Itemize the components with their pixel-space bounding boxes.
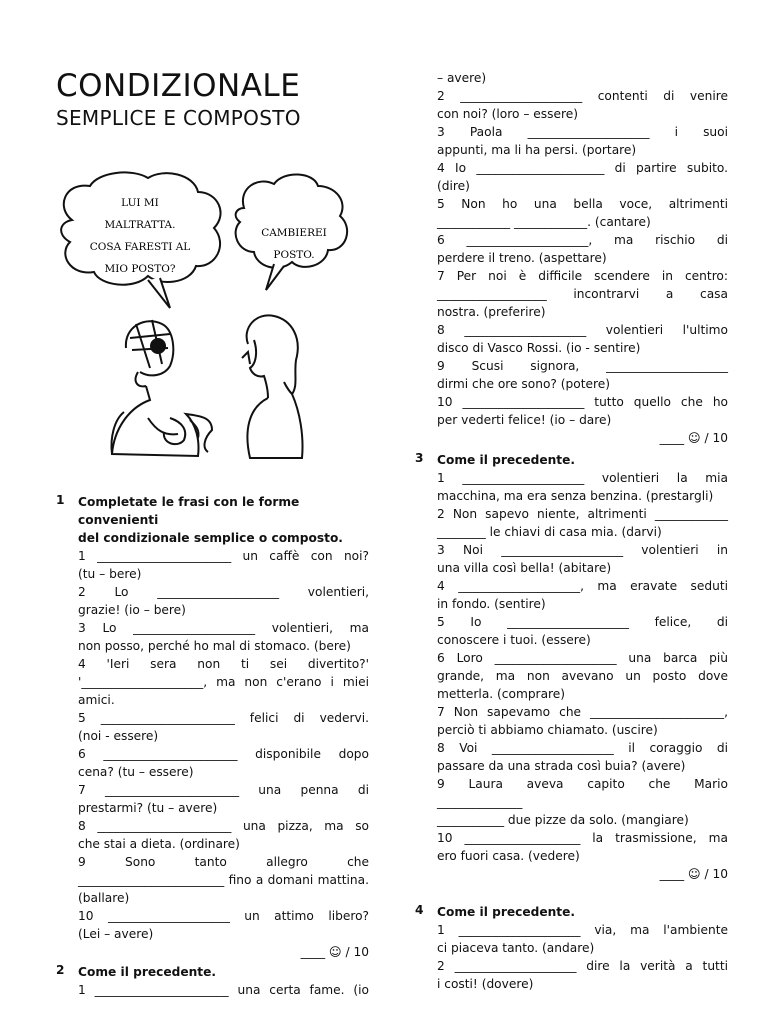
exercise-line: appunti, ma li ha persi. (portare) bbox=[437, 143, 637, 157]
exercise-line: 2 ____________________ dire la verità a tutti bbox=[437, 959, 728, 973]
exercise-line: per vederti felice! (io – dare) bbox=[437, 413, 612, 427]
section-4 bbox=[437, 903, 728, 993]
exercise-line: che stai a dieta. (ordinare) bbox=[78, 837, 240, 851]
section-2-part-b bbox=[437, 69, 728, 447]
exercise-line: (noi - essere) bbox=[78, 729, 159, 743]
exercise-line: (dire) bbox=[437, 179, 470, 193]
exercise-line: 9 Laura aveva capito che Mario bbox=[437, 777, 728, 791]
exercise-line: una villa così bella! (abitare) bbox=[437, 561, 612, 575]
section-1-header: Completate le frasi con le forme convenienti bbox=[78, 495, 300, 527]
exercise-line: con noi? (loro – essere) bbox=[437, 107, 578, 121]
bubble-left-line-4: MIO POSTO? bbox=[104, 263, 176, 275]
exercise-line: i costi! (dovere) bbox=[437, 977, 534, 991]
exercise-line: 4 'Ieri sera non ti sei divertito?' bbox=[78, 657, 369, 671]
exercise-line: cena? (tu – essere) bbox=[78, 765, 194, 779]
exercise-line: 1 ____________________ via, ma l'ambiente bbox=[437, 923, 728, 937]
exercise-line: 4 ____________________, ma eravate seduti bbox=[437, 579, 728, 593]
exercise-line: 2 ____________________ contenti di venire bbox=[437, 89, 728, 103]
score-box: ____ ☺ / 10 bbox=[659, 431, 728, 445]
exercise-line: 10 ___________________ la trasmissione, ma bbox=[437, 831, 728, 845]
exercise-line: 5 Non ho una bella voce, altrimenti bbox=[437, 197, 728, 211]
section-1-number: 1 bbox=[56, 493, 65, 507]
score-box: ____ ☺ / 10 bbox=[300, 945, 369, 959]
section-3-number: 3 bbox=[415, 451, 424, 465]
exercise-line: 6 ____________________, ma rischio di bbox=[437, 233, 728, 247]
page-title: CONDIZIONALE bbox=[56, 68, 301, 104]
section-1-header: del condizionale semplice o composto. bbox=[78, 531, 343, 545]
section-4-header: Come il precedente. bbox=[437, 905, 576, 919]
exercise-line: in fondo. (sentire) bbox=[437, 597, 546, 611]
exercise-line: 3 Noi ____________________ volentieri in bbox=[437, 543, 728, 557]
exercise-line: – avere) bbox=[437, 71, 487, 85]
exercise-line: ________________________ fino a domani mattina. bbox=[78, 873, 369, 887]
exercise-line: 1 ______________________ una certa fame. (io bbox=[78, 983, 369, 997]
exercise-line: 9 Sono tanto allegro che bbox=[78, 855, 369, 869]
exercise-line: dirmi che ore sono? (potere) bbox=[437, 377, 610, 391]
exercise-line: ero fuori casa. (vedere) bbox=[437, 849, 580, 863]
exercise-line: perciò ti abbiamo chiamato. (uscire) bbox=[437, 723, 658, 737]
exercise-line: amici. bbox=[78, 693, 115, 707]
section-2-header: Come il precedente. bbox=[78, 965, 217, 979]
exercise-line: 8 Voi ____________________ il coraggio di bbox=[437, 741, 728, 755]
exercise-line: prestarmi? (tu – avere) bbox=[78, 801, 218, 815]
section-3-header: Come il precedente. bbox=[437, 453, 576, 467]
cartoon-illustration bbox=[52, 168, 352, 468]
exercise-line: 1 ______________________ un caffè con noi? bbox=[78, 549, 369, 563]
exercise-line: (ballare) bbox=[78, 891, 130, 905]
page-subtitle: SEMPLICE E COMPOSTO bbox=[56, 106, 301, 130]
exercise-line: conoscere i tuoi. (essere) bbox=[437, 633, 591, 647]
exercise-line: ___________ due pizze da solo. (mangiare) bbox=[437, 813, 689, 827]
score-box: ____ ☺ / 10 bbox=[659, 867, 728, 881]
figure-right bbox=[242, 315, 303, 458]
figure-left bbox=[112, 320, 213, 456]
exercise-line: 7 Non sapevamo che ______________________, bbox=[437, 705, 728, 719]
exercise-line: 8 ______________________ una pizza, ma so bbox=[78, 819, 369, 833]
section-3 bbox=[437, 451, 728, 883]
exercise-line: non posso, perché ho mal di stomaco. (bere) bbox=[78, 639, 351, 653]
exercise-line: ci piaceva tanto. (andare) bbox=[437, 941, 595, 955]
exercise-line: 2 Non sapevo niente, altrimenti ____________ bbox=[437, 507, 728, 521]
section-2-part-a bbox=[78, 963, 369, 999]
section-2-number: 2 bbox=[56, 963, 65, 977]
exercise-line: macchina, ma era senza benzina. (prestargli) bbox=[437, 489, 714, 503]
exercise-line: 2 Lo ____________________ volentieri, bbox=[78, 585, 369, 599]
exercise-line: 8 ____________________ volentieri l'ultimo bbox=[437, 323, 728, 337]
exercise-line: passare da una strada così buia? (avere) bbox=[437, 759, 686, 773]
exercise-line: 3 Paola ____________________ i suoi bbox=[437, 125, 728, 139]
exercise-line: metterla. (comprare) bbox=[437, 687, 566, 701]
bubble-right-line-2: POSTO. bbox=[273, 249, 315, 261]
exercise-line: 5 Io ____________________ felice, di bbox=[437, 615, 728, 629]
exercise-line: grande, ma non avevano un posto dove bbox=[437, 669, 728, 683]
exercise-line: disco di Vasco Rossi. (io - sentire) bbox=[437, 341, 641, 355]
exercise-line: (tu – bere) bbox=[78, 567, 142, 581]
exercise-line: ______________ bbox=[437, 795, 523, 809]
exercise-line: nostra. (preferire) bbox=[437, 305, 546, 319]
exercise-line: 7 Per noi è difficile scendere in centro: bbox=[437, 269, 728, 283]
exercise-line: 7 ______________________ una penna di bbox=[78, 783, 369, 797]
bubble-left-line-3: COSA FARESTI AL bbox=[89, 241, 191, 253]
exercise-line: 6 ______________________ disponibile dopo bbox=[78, 747, 369, 761]
exercise-line: 1 ____________________ volentieri la mia bbox=[437, 471, 728, 485]
exercise-line: ________ le chiavi di casa mia. (darvi) bbox=[437, 525, 662, 539]
exercise-line: 6 Loro ____________________ una barca più bbox=[437, 651, 728, 665]
exercise-line: 9 Scusi signora, ____________________ bbox=[437, 359, 728, 373]
exercise-line: (Lei – avere) bbox=[78, 927, 154, 941]
section-4-number: 4 bbox=[415, 903, 424, 917]
exercise-line: 10 ____________________ un attimo libero? bbox=[78, 909, 369, 923]
exercise-line: 5 ______________________ felici di vedervi. bbox=[78, 711, 369, 725]
bubble-left-line-1: LUI MI bbox=[121, 197, 159, 209]
exercise-line: __________________ incontrarvi a casa bbox=[437, 287, 728, 301]
exercise-line: ____________ ____________. (cantare) bbox=[437, 215, 651, 229]
exercise-line: 10 ____________________ tutto quello che ho bbox=[437, 395, 728, 409]
bubble-left-line-2: MALTRATTA. bbox=[104, 219, 176, 231]
exercise-line: '____________________, ma non c'erano i miei bbox=[78, 675, 369, 689]
exercise-line: 3 Lo ____________________ volentieri, ma bbox=[78, 621, 369, 635]
exercise-line: perdere il treno. (aspettare) bbox=[437, 251, 607, 265]
bubble-right-line-1: CAMBIEREI bbox=[261, 227, 327, 239]
section-1 bbox=[78, 493, 369, 961]
exercise-line: grazie! (io – bere) bbox=[78, 603, 186, 617]
exercise-line: 4 Io _____________________ di partire subito. bbox=[437, 161, 728, 175]
